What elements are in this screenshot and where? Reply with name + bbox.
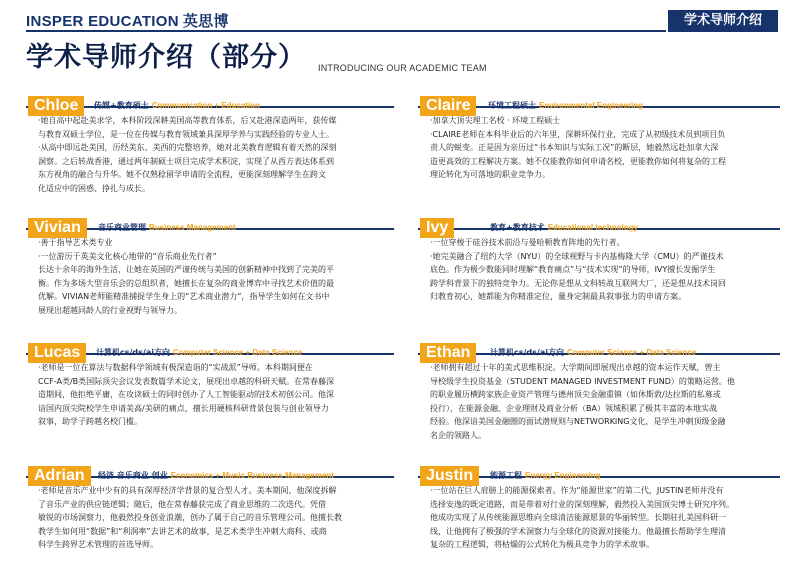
bio-line: 的职业履历横跨家族企业资产管理与德州顶尖金融重镇（如休斯敦/达拉斯的私募或 <box>430 390 721 399</box>
bio-line: 教学生如何用“数据”和“利润率”去讲艺术的故事，是艺术类学生冲刺大商科、或商 <box>38 526 327 536</box>
mentor-bio <box>38 361 334 429</box>
mentor-role-en: Economics + Music Business Management <box>170 471 334 480</box>
mentor-role-cn: 计算机cs/ds/ai方向 <box>490 348 564 357</box>
bio-line: ·老师是一位在算法与数据科学领域有极深造诣的“实战派”导师。本科期间便在 <box>38 363 313 372</box>
mentor-name-badge: Chloe <box>28 96 84 116</box>
bio-line: 叙事，助学子跨越名校门槛。 <box>38 417 142 426</box>
mentor-role-cn: 经济 音乐商业 创业 <box>98 471 168 480</box>
bio-line: ·老师拥有超过十年的美式思维积淀。大学期间即展现出卓越的资本运作天赋，曾主 <box>430 363 721 372</box>
bio-line: 洞察。之后转战香港，通过两年制硕士项目完成学术积淀，实现了从西方表达体系到 <box>38 156 334 166</box>
bio-line: 归教育初心，她都能为你精准定位，量身定制最具叙事张力的申请方案。 <box>430 292 686 301</box>
mentor-name-badge: Justin <box>420 466 479 486</box>
bio-line: 展现出超越同龄人的行业视野与领导力。 <box>38 305 182 315</box>
bio-line: ·一位游历于英美文化核心地带的“音乐商业先行者” <box>38 251 217 261</box>
mentor-name-badge: Adrian <box>28 466 91 486</box>
mentor-role <box>490 347 696 359</box>
bio-line: 东方视角的融合与升华。她不仅熟稔留学申请的全流程，更能深刻理解学生在跨文 <box>38 170 326 179</box>
bio-line: 衡。作为多场大型音乐会的总组织者，她擅长在复杂的商业博弈中寻找艺术价值的最 <box>38 278 334 288</box>
bio-line: 选择安逸的既定道路，而是带着对行业的深刻理解，毅然投入美国顶尖博士研究序列。 <box>430 499 734 509</box>
bio-line: 造期间，他拒绝平庸，在攻读硕士的同时创办了人工智能驱动的技术初创公司。他深 <box>38 390 334 399</box>
mentor-role <box>96 347 302 359</box>
brand-name-cn: 英思博 <box>182 13 229 30</box>
bio-line: 名企的领路人。 <box>430 430 486 440</box>
bio-line: 造更高效的工程解决方案。她不仅能教你如何申请名校，更能教你如何将复杂的工程 <box>430 156 726 166</box>
bio-line: 谙国内顶尖院校学生申请美高/美研的痛点，擅长用硬核科研背景包装与创业领导力 <box>38 403 329 413</box>
mentor-role-en: Educational technology <box>547 223 638 232</box>
mentor-role-en: Computer Science + Data Science <box>566 348 697 357</box>
mentor-role-en: Business Management <box>149 223 236 232</box>
mentor-bio <box>430 236 726 304</box>
mentor-role-cn: 音乐商业管理 <box>98 223 146 232</box>
mentor-role <box>488 100 643 112</box>
bio-line: 化适应中的困惑、挣扎与成长。 <box>38 183 150 193</box>
bio-line: ·一位站在巨人肩膀上的能源探索者。作为“能源世家”的第二代，JUSTIN老师并没有 <box>430 486 724 495</box>
bio-line: 了音乐产业的供应链逻辑；随后，他在常春藤获完成了商业思维的二次迭代。凭借 <box>38 499 326 509</box>
mentor-role <box>98 470 334 482</box>
mentor-name-badge: Ethan <box>420 343 476 363</box>
mentor-bio <box>38 484 342 552</box>
mentor-role <box>94 100 260 112</box>
corner-tag: 学术导师介绍 <box>668 10 778 32</box>
bio-line: 科学生跨界艺术管理的首选导师。 <box>38 540 158 549</box>
bio-line: ·CLAIRE老师在本科毕业后的六年里，深耕环保行业，完成了从初级技术员到项目负 <box>430 129 726 139</box>
bio-line: 责人的蜕变。正是因为亲历过“书本知识与实际工况”的断层，她毅然远赴加拿大深 <box>430 143 719 152</box>
mentor-role-en: Communication + Education <box>151 101 260 110</box>
mentor-bio <box>38 114 337 195</box>
brand-logo <box>26 10 229 31</box>
page-subtitle: INTRODUCING OUR ACADEMIC TEAM <box>318 63 487 73</box>
mentor-role-cn: 能源工程 <box>490 471 522 480</box>
bio-line: 优解。VIVIAN老师能精准捕捉学生身上的“艺术商业潜力”，指导学生如何在文书中 <box>38 292 330 301</box>
bio-line: 与教育双硕士学位，是一位在传媒与教育领域兼具深厚学养与实践经验的专业人士。 <box>38 129 334 139</box>
mentor-bio <box>38 236 334 317</box>
bio-line: 线，让他拥有了极强的学术洞察力与全球化的资源对接能力。他最擅长帮助学生理清 <box>430 526 726 536</box>
bio-line: 复杂的工程逻辑，将枯燥的公式转化为极具竞争力的学术故事。 <box>430 540 654 549</box>
mentor-role <box>490 470 601 482</box>
bio-line: ·加拿大顶尖理工名校 · 环境工程硕士 <box>430 116 561 125</box>
page-title: 学术导师介绍（部分） <box>26 42 306 73</box>
mentor-bio <box>430 114 726 182</box>
bio-line: 理论转化为可落地的职业竞争力。 <box>430 170 550 179</box>
mentor-name-badge: Claire <box>420 96 476 116</box>
mentor-role-en: Energy Engineering <box>525 471 601 480</box>
mentor-name-badge: Vivian <box>28 218 87 238</box>
bio-line: 长达十余年的海外生活，让她在英国的严谨传统与美国的创新精神中找到了完美的平 <box>38 265 334 274</box>
bio-line: CCF-A类/B类国际顶尖会议发表数篇学术论文，展现出卓越的科研天赋。在常春藤深 <box>38 376 335 386</box>
bio-line: ·她完美融合了纽约大学（NYU）的全球视野与卡内基梅隆大学（CMU）的严谨技术 <box>430 251 724 261</box>
bio-line: ·老师是音乐产业中少有的具有深厚经济学背景的复合型人才。美本期间，他深度拆解 <box>38 486 337 495</box>
mentor-role-cn: 教育+教育技术 <box>490 223 545 232</box>
header-divider <box>26 30 666 32</box>
mentor-role <box>98 222 236 234</box>
mentor-role <box>490 222 638 234</box>
mentor-role-cn: 计算机cs/ds/ai方向 <box>96 348 170 357</box>
mentor-name-badge: Lucas <box>28 343 86 363</box>
bio-line: 他成功实现了从传统能源思维向全球清洁能源愿景的华丽转型。长期驻扎美国科研一 <box>430 513 726 522</box>
mentor-role-en: Environmental Engineering <box>539 101 644 110</box>
bio-line: ·善于指导艺术类专业 <box>38 238 113 247</box>
mentor-role-en: Computer Science + Data Science <box>172 348 303 357</box>
bio-line: 敏锐的市场洞察力，他毅然投身创业浪潮，创办了属于自己的音乐管理公司。他擅长教 <box>38 513 342 522</box>
bio-line: 跨学科背景下的独特竞争力。无论你是想从文科转战互联网大厂，还是想从技术岗回 <box>430 278 726 288</box>
mentor-name-badge: Ivy <box>420 218 454 238</box>
bio-line: 经验。他深谙美国金融圈的面试潜规则与NETWORKING文化，是学生冲刺顶级金融 <box>430 417 726 426</box>
mentor-bio <box>430 484 734 552</box>
mentor-role-cn: 环境工程硕士 <box>488 101 536 110</box>
bio-line: 底色。作为极少数能同时理解“教育痛点”与“技术实现”的导师，IVY擅长发掘学生 <box>430 265 716 274</box>
brand-name-en: INSPER EDUCATION <box>26 13 179 30</box>
bio-line: ·从高中即远赴美国，历经美东、美西的完整培养，她对北美教育逻辑有着天然的深刻 <box>38 143 337 152</box>
bio-line: 投行），在能源金融、企业理财及商业分析（BA）领域积累了极其丰富的本地实战 <box>430 403 717 413</box>
bio-line: ·一位穿梭于硅谷技术前沿与曼哈顿教育阵地的先行者。 <box>430 238 625 247</box>
mentor-bio <box>430 361 735 442</box>
bio-line: 导校级学生投资基金（STUDENT MANAGED INVESTMENT FUND）的策略运营。他 <box>430 376 735 386</box>
mentor-role-cn: 传媒+教育硕士 <box>94 101 149 110</box>
bio-line: ·她自高中起赴美求学，本科阶段深耕美国高等教育体系，后又赴港深造两年，获传媒 <box>38 116 337 125</box>
